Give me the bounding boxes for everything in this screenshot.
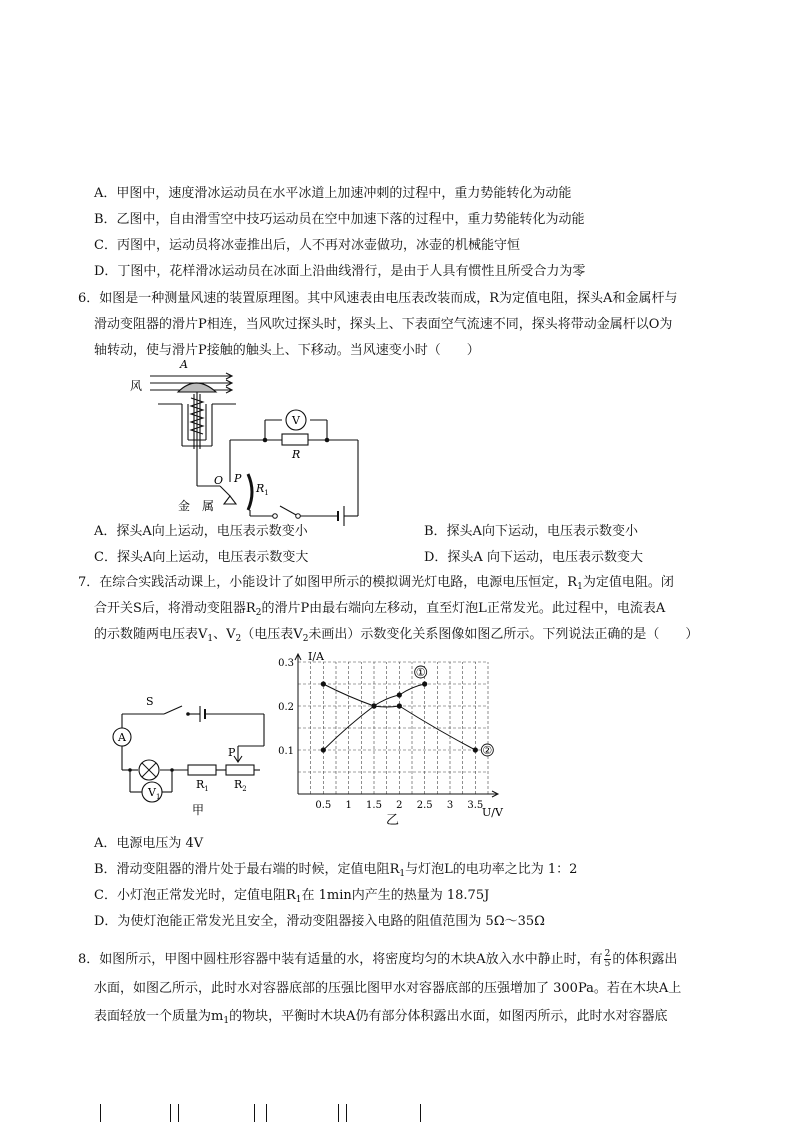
q6-option-c: C．探头A向上运动，电压表示数变大: [94, 550, 309, 565]
q6-stem-line1: 6．如图是一种测量风速的装置原理图。其中风速表由电压表改装而成，R为定值电阻，探头A和金属杆与: [78, 291, 678, 306]
q6-option-d: D．探头A 向下运动，电压表示数变大: [424, 550, 643, 565]
series-label: ①: [415, 666, 426, 679]
q6-stem-line3: 轴转动，使与滑片P接触的触头上、下移动。当风速变小时（ ）: [94, 343, 480, 358]
q7-option-a: A．电源电压为 4V: [94, 836, 204, 851]
q8-stem-line1: 8．如图所示，甲图中圆柱形容器中装有适量的水，将密度均匀的木块A放入水中静止时，有 $\frac{2}{5}$ 的体积露出: [78, 949, 678, 969]
q5-option-d: D．丁图中，花样滑冰运动员在冰面上沿曲线滑行，是由于人具有惯性且所受合力为零: [94, 264, 586, 279]
rheostat-label: $R_1$: [256, 482, 269, 497]
q8-stem-line2: 水面，如图乙所示，此时水对容器底部的压强比图甲水对容器底部的压强增加了 300Pa。若在木块A上: [94, 981, 682, 996]
data-point: [371, 703, 376, 708]
data-point: [321, 747, 326, 752]
q7-option-c: C．小灯泡正常发光时，定值电阻$R_1$在 1min内产生的热量为 18.75J: [94, 888, 490, 905]
x-tick-label: 2.5: [416, 800, 433, 811]
x-tick-label: 3.5: [467, 800, 484, 811]
q6-wind-speed-figure: [120, 354, 360, 526]
q7-stem-line1: 7．在综合实践活动课上，小能设计了如图甲所示的模拟调光灯电路，电源电压恒定，$R_1$为定值电阻。闭: [78, 575, 674, 592]
wind-label: 风: [130, 379, 143, 393]
y-tick-label: 0.2: [278, 702, 294, 713]
slider-label: P: [234, 472, 242, 485]
series-label: ②: [482, 744, 493, 757]
q6-option-a: A．探头A向上运动，电压表示数变小: [94, 524, 308, 539]
data-point: [397, 703, 402, 708]
tick-mark: [266, 1104, 267, 1122]
resistor-label: R: [292, 448, 301, 461]
pivot-label: O: [214, 474, 224, 487]
q6-option-b: B．探头A向下运动，电压表示数变小: [424, 524, 638, 539]
q5-option-b: B．乙图中，自由滑雪空中技巧运动员在空中加速下落的过程中，重力势能转化为动能: [94, 212, 585, 227]
data-point: [321, 681, 326, 686]
q7-stem-line2: 合开关S后，将滑动变阻器$R_2$的滑片P由最右端向左移动，直至灯泡L正常发光。此过程中，电流表A: [94, 601, 666, 618]
circuit-caption: 甲: [192, 803, 205, 817]
q6-stem-line2: 滑动变阻器的滑片P相连，当风吹过探头时，探头上、下表面空气流速不同，探头将带动金属杆以O为: [94, 317, 673, 332]
x-axis-label: U/V: [482, 806, 503, 819]
data-point: [422, 681, 427, 686]
switch-label: S: [146, 695, 154, 708]
q5-option-a: A．甲图中，速度滑冰运动员在水平冰道上加速冲刺的过程中，重力势能转化为动能: [94, 186, 572, 201]
ammeter-label: A: [118, 731, 126, 744]
fraction-two-fifths: $\frac{2}{5}$: [604, 949, 611, 969]
q7-stem-line3: 的示数随两电压表$V_1$、$V_2$（电压表$V_2$未画出）示数变化关系图像如图乙所示。下列说法正确的是（ ）: [94, 627, 699, 644]
q7-circuit-figure: [104, 690, 274, 818]
tick-mark: [420, 1104, 421, 1122]
q7-iu-chart: [278, 648, 512, 828]
data-point: [397, 692, 402, 697]
chart-caption: 乙: [386, 813, 400, 828]
q8-stem-line3: 表面轻放一个质量为$m_1$的物块，平衡时木块A仍有部分体积露出水面，如图丙所示，此时水对容器底: [94, 1009, 668, 1026]
tick-mark: [338, 1104, 339, 1122]
slider-p-label: P: [228, 746, 236, 759]
probe-label: A: [180, 358, 188, 371]
tick-mark: [170, 1104, 171, 1122]
x-tick-label: 2: [396, 800, 403, 811]
data-point: [473, 747, 478, 752]
tick-mark: [254, 1104, 255, 1122]
x-tick-label: 1.5: [366, 800, 382, 811]
x-tick-label: 1: [345, 800, 352, 811]
q7-option-d: D．为使灯泡能正常发光且安全，滑动变阻器接入电路的阻值范围为 5Ω～35Ω: [94, 914, 545, 929]
rod-label: 金 属: [178, 499, 215, 513]
q7-option-b: B．滑动变阻器的滑片处于最右端的时候，定值电阻$R_1$与灯泡L的电功率之比为 1：2: [94, 862, 578, 879]
r1-label: $R_1$: [196, 778, 209, 793]
y-axis-label: I/A: [308, 650, 324, 663]
voltmeter-v1-label: $V_1$: [148, 786, 161, 801]
r2-label: $R_2$: [234, 778, 247, 793]
y-tick-label: 0.1: [278, 746, 294, 757]
voltmeter-label: V: [292, 414, 300, 427]
x-tick-label: 0.5: [315, 800, 332, 811]
tick-mark: [100, 1104, 101, 1122]
q5-option-c: C．丙图中，运动员将冰壶推出后，人不再对冰壶做功，冰壶的机械能守恒: [94, 238, 520, 253]
y-tick-label: 0.3: [278, 658, 294, 669]
x-tick-label: 3: [446, 800, 454, 811]
tick-mark: [346, 1104, 347, 1122]
tick-mark: [178, 1104, 179, 1122]
